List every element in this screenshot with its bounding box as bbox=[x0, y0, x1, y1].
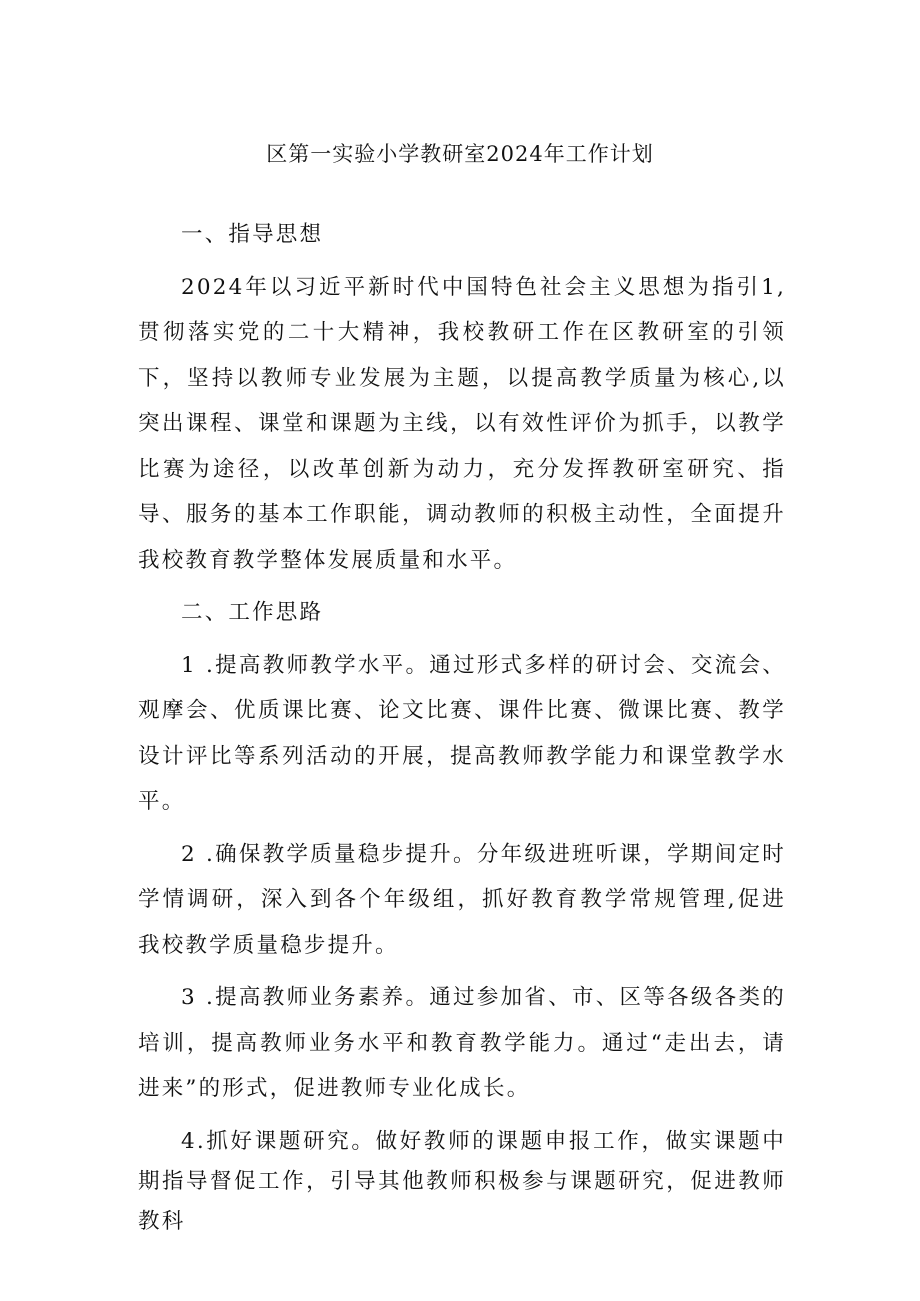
section-heading-work-approach: 二、工作思路 bbox=[181, 600, 324, 625]
paragraph-guiding-ideology: 2024年以习近平新时代中国特色社会主义思想为指引1,贯彻落实党的二十大精神，我校教研工作在区教研室的引领下，坚持以教师专业发展为主题，以提高教学质量为核心,以突出课程、课堂和课题为主线，以有效性评价为抓手，以教学比赛为途径，以改革创新为动力，充分发挥教研室研究、指导、服务的基本工作职能，调动教师的积极主动性，全面提升我校教育教学整体发展质量和水平。 bbox=[138, 274, 786, 573]
paragraph-item-1: 1 .提高教师教学水平。通过形式多样的研讨会、交流会、观摩会、优质课比赛、论文比赛、课件比赛、微课比赛、教学设计评比等系列活动的开展，提高教师教学能力和课堂教学水平。 bbox=[138, 652, 786, 814]
paragraph-item-3: 3 .提高教师业务素养。通过参加省、市、区等各级各类的培训，提高教师业务水平和教育教学能力。通过“走出去，请进来”的形式，促进教师专业化成长。 bbox=[138, 985, 786, 1101]
document-body bbox=[138, 212, 786, 1242]
section-heading-guiding-ideology: 一、指导思想 bbox=[181, 222, 324, 247]
paragraph-item-2: 2 .确保教学质量稳步提升。分年级进班听课，学期间定时学情调研，深入到各个年级组，抓好教育教学常规管理,促进我校教学质量稳步提升。 bbox=[138, 841, 786, 958]
paragraph-item-4: 4.抓好课题研究。做好教师的课题申报工作，做实课题中期指导督促工作，引导其他教师积极参与课题研究，促进教师教科 bbox=[138, 1128, 786, 1234]
document-title: 区第一实验小学教研室2024年工作计划 bbox=[266, 142, 654, 166]
